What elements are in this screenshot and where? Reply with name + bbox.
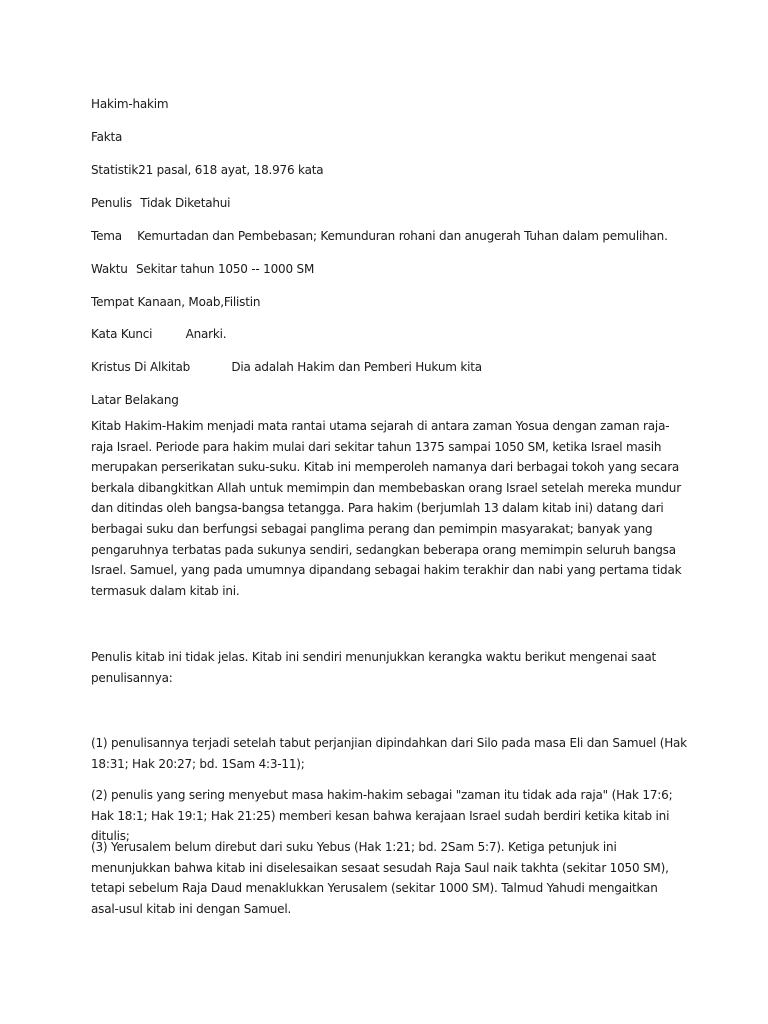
fact-value: 21 pasal, 618 ayat, 18.976 kata xyxy=(138,163,324,177)
facts-heading: Fakta xyxy=(91,130,123,144)
fact-value: Anarki. xyxy=(185,327,227,341)
fact-statistik xyxy=(91,162,323,178)
background-heading: Latar Belakang xyxy=(91,393,179,407)
fact-tema xyxy=(91,228,668,244)
fact-kristus xyxy=(91,359,482,375)
fact-value: Kanaan, Moab,Filistin xyxy=(137,295,261,309)
fact-label: Waktu xyxy=(91,262,128,276)
paragraph-point-2: (2) penulis yang sering menyebut masa hakim-hakim sebagai "zaman itu tidak ada raja" (Hak 17:6; Hak 18:1; Hak 19:1; Hak 21:25) memberi kesan bahwa kerajaan Israel sudah berdiri ketika kitab ini ditulis; xyxy=(91,788,673,844)
fact-label: Tema xyxy=(91,229,122,243)
fact-label: Tempat xyxy=(91,295,134,309)
fact-label: Kata Kunci xyxy=(91,327,153,341)
fact-tempat xyxy=(91,294,260,310)
fact-value: Kemurtadan dan Pembebasan; Kemunduran rohani dan anugerah Tuhan dalam pemulihan. xyxy=(137,229,668,243)
fact-value: Sekitar tahun 1050 -- 1000 SM xyxy=(135,262,315,276)
fact-label: Kristus Di Alkitab xyxy=(91,360,191,374)
paragraph-point-3: (3) Yerusalem belum direbut dari suku Yebus (Hak 1:21; bd. 2Sam 5:7). Ketiga petunjuk ini menunjukkan bahwa kitab ini diselesaikan sesaat sesudah Raja Saul naik takhta (sekitar 1050 SM), tetapi sebelum Raja Daud menaklukkan Yerusalem (sekitar 1000 SM). Talmud Yahudi mengaitkan asal-usul kitab ini dengan Samuel. xyxy=(91,840,669,916)
fact-label: Penulis xyxy=(91,196,132,210)
fact-value: Dia adalah Hakim dan Pemberi Hukum kita xyxy=(231,360,482,374)
fact-waktu xyxy=(91,261,314,277)
paragraph-background: Kitab Hakim-Hakim menjadi mata rantai utama sejarah di antara zaman Yosua dengan zaman raja-raja Israel. Periode para hakim mulai dari sekitar tahun 1375 sampai 1050 SM, ketika Israel masih merupakan perserikatan suku-suku. Kitab ini memperoleh namanya dari berbagai tokoh yang secara berkala dibangkitkan Allah untuk memimpin dan membebaskan orang Israel setelah mereka mundur dan ditindas oleh bangsa-bangsa tetangga. Para hakim (berjumlah 13 dalam kitab ini) datang dari berbagai suku dan berfungsi sebagai panglima perang dan pemimpin masyarakat; banyak yang pengaruhnya terbatas pada sukunya sendiri, sedangkan beberapa orang memimpin seluruh bangsa Israel. Samuel, yang pada umumnya dipandang sebagai hakim terakhir dan nabi yang pertama tidak termasuk dalam kitab ini. xyxy=(91,419,682,598)
fact-label: Statistik xyxy=(91,163,139,177)
paragraph-point-1: (1) penulisannya terjadi setelah tabut perjanjian dipindahkan dari Silo pada masa Eli dan Samuel (Hak 18:31; Hak 20:27; bd. 1Sam 4:3-11); xyxy=(91,736,687,771)
paragraph-author: Penulis kitab ini tidak jelas. Kitab ini sendiri menunjukkan kerangka waktu berikut mengenai saat penulisannya: xyxy=(91,650,656,685)
fact-penulis xyxy=(91,195,230,211)
document-title: Hakim-hakim xyxy=(91,97,169,111)
fact-value: Tidak Diketahui xyxy=(140,196,231,210)
fact-kata-kunci xyxy=(91,326,226,342)
